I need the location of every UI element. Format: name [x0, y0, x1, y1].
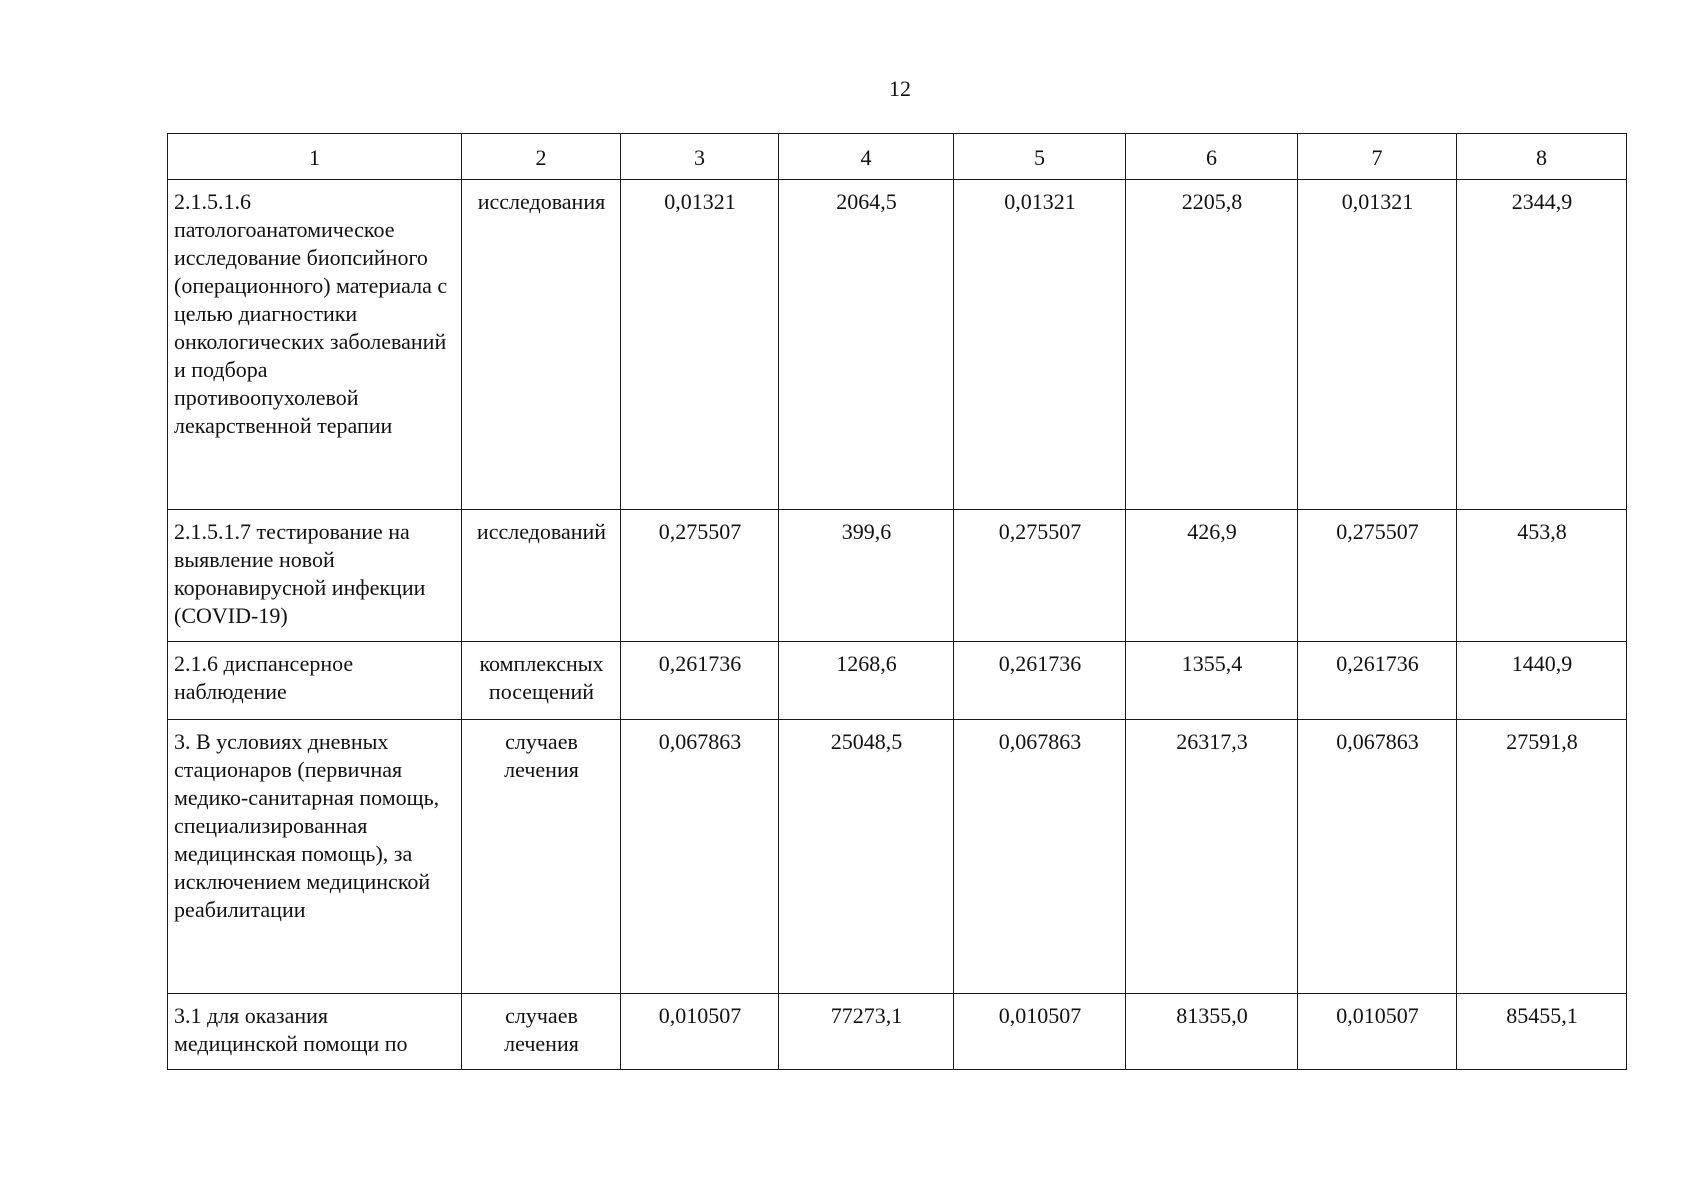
table-row — [168, 510, 1627, 642]
value-cell: 0,010507 — [1298, 994, 1457, 1070]
value-cell: 0,275507 — [621, 510, 779, 642]
value-cell: 0,010507 — [621, 994, 779, 1070]
page-number: 12 — [889, 76, 911, 101]
value-cell: 26317,3 — [1126, 720, 1298, 994]
value-cell: 2344,9 — [1457, 180, 1627, 510]
value-cell: 0,067863 — [621, 720, 779, 994]
value-cell: 0,261736 — [621, 642, 779, 720]
value-cell: 81355,0 — [1126, 994, 1298, 1070]
header-cell: 8 — [1457, 134, 1627, 180]
header-cell: 4 — [779, 134, 954, 180]
header-cell: 1 — [168, 134, 462, 180]
value-cell: 0,01321 — [1298, 180, 1457, 510]
value-cell: 27591,8 — [1457, 720, 1627, 994]
row-name-cell: 2.1.5.1.6 патологоанатомическое исследование биопсийного (операционного) материала с целью диагностики онкологических заболеваний и подбора противоопухолевой лекарственной терапии — [168, 180, 462, 510]
header-cell: 3 — [621, 134, 779, 180]
data-table — [167, 133, 1627, 1070]
header-cell: 5 — [954, 134, 1126, 180]
value-cell: 0,275507 — [1298, 510, 1457, 642]
value-cell: 0,275507 — [954, 510, 1126, 642]
row-unit-cell: случаев лечения — [462, 720, 621, 994]
value-cell: 0,261736 — [954, 642, 1126, 720]
header-row — [168, 134, 1627, 180]
row-name-cell: 2.1.5.1.7 тестирование на выявление новой коронавирусной инфекции (COVID-19) — [168, 510, 462, 642]
value-cell: 85455,1 — [1457, 994, 1627, 1070]
row-unit-cell: исследований — [462, 510, 621, 642]
value-cell: 426,9 — [1126, 510, 1298, 642]
header-cell: 6 — [1126, 134, 1298, 180]
value-cell: 1268,6 — [779, 642, 954, 720]
table-row — [168, 180, 1627, 510]
row-name-cell: 3. В условиях дневных стационаров (первичная медико-санитарная помощь, специализированная медицинская помощь), за исключением медицинской реабилитации — [168, 720, 462, 994]
value-cell: 0,01321 — [954, 180, 1126, 510]
value-cell: 2205,8 — [1126, 180, 1298, 510]
value-cell: 399,6 — [779, 510, 954, 642]
value-cell: 25048,5 — [779, 720, 954, 994]
value-cell: 0,01321 — [621, 180, 779, 510]
value-cell: 453,8 — [1457, 510, 1627, 642]
row-name-cell: 2.1.6 диспансерное наблюдение — [168, 642, 462, 720]
header-cell: 7 — [1298, 134, 1457, 180]
value-cell: 1440,9 — [1457, 642, 1627, 720]
value-cell: 2064,5 — [779, 180, 954, 510]
header-cell: 2 — [462, 134, 621, 180]
row-unit-cell: комплексных посещений — [462, 642, 621, 720]
row-name-cell: 3.1 для оказания медицинской помощи по — [168, 994, 462, 1070]
value-cell: 77273,1 — [779, 994, 954, 1070]
value-cell: 0,261736 — [1298, 642, 1457, 720]
row-unit-cell: исследования — [462, 180, 621, 510]
value-cell: 0,010507 — [954, 994, 1126, 1070]
row-unit-cell: случаев лечения — [462, 994, 621, 1070]
value-cell: 0,067863 — [954, 720, 1126, 994]
value-cell: 0,067863 — [1298, 720, 1457, 994]
table-row — [168, 994, 1627, 1070]
table-row — [168, 720, 1627, 994]
value-cell: 1355,4 — [1126, 642, 1298, 720]
table-row — [168, 642, 1627, 720]
